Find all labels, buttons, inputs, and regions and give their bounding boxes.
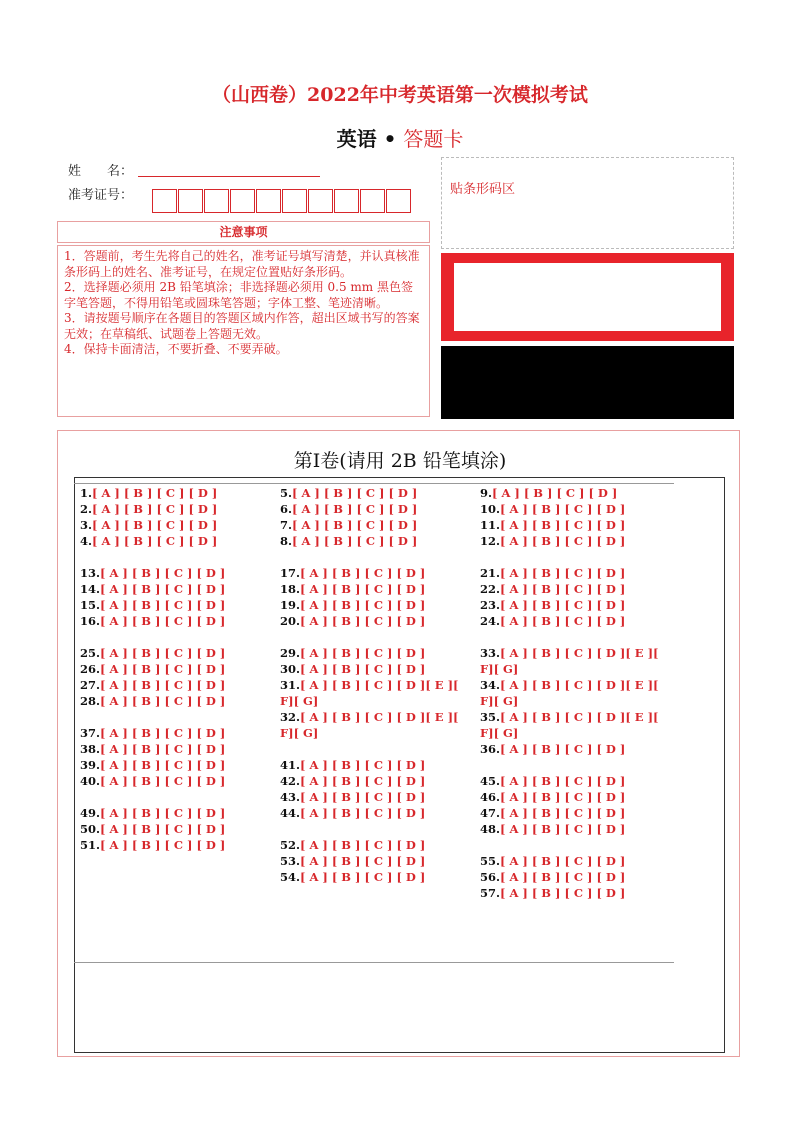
answer-row[interactable]	[280, 661, 465, 677]
answer-options[interactable]: [ A ] [ B ] [ C ] [ D ]	[300, 870, 426, 884]
answer-options[interactable]: [ A ] [ B ] [ C ] [ D ]	[292, 502, 418, 516]
answer-row[interactable]	[80, 757, 265, 773]
question-number: 6.	[280, 502, 293, 516]
question-number: 17.	[280, 566, 301, 580]
answer-options[interactable]: [ A ] [ B ] [ C ] [ D ]	[100, 726, 226, 740]
question-number: 51.	[80, 838, 101, 852]
answer-row[interactable]	[480, 869, 665, 885]
question-number: 13.	[80, 566, 101, 580]
answer-options[interactable]: [ A ] [ B ] [ C ] [ D ]	[500, 774, 626, 788]
answer-row[interactable]	[480, 773, 665, 789]
answer-options[interactable]: [ A ] [ B ] [ C ] [ D ]	[500, 742, 626, 756]
answer-options[interactable]: [ A ] [ B ] [ C ] [ D ]	[92, 518, 218, 532]
answer-row[interactable]	[480, 677, 665, 709]
answer-row[interactable]	[480, 853, 665, 869]
answer-options[interactable]: [ A ] [ B ] [ C ] [ D ]	[300, 646, 426, 660]
answer-options[interactable]: [ A ] [ B ] [ C ] [ D ][ E ][ F][ G]	[280, 710, 459, 740]
question-number: 20.	[280, 614, 301, 628]
answer-options[interactable]: [ A ] [ B ] [ C ] [ D ]	[500, 534, 626, 548]
answer-options[interactable]: [ A ] [ B ] [ C ] [ D ]	[92, 502, 218, 516]
question-number: 4.	[80, 534, 93, 548]
answer-options[interactable]: [ A ] [ B ] [ C ] [ D ]	[500, 886, 626, 900]
answer-options[interactable]: [ A ] [ B ] [ C ] [ D ]	[500, 870, 626, 884]
answer-row[interactable]	[280, 613, 465, 629]
answer-options[interactable]: [ A ] [ B ] [ C ] [ D ]	[100, 694, 226, 708]
row-gap	[480, 549, 665, 565]
answer-options[interactable]: [ A ] [ B ] [ C ] [ D ]	[100, 806, 226, 820]
answer-options[interactable]: [ A ] [ B ] [ C ] [ D ]	[300, 598, 426, 612]
separator-dot: •	[383, 127, 397, 151]
answer-options[interactable]: [ A ] [ B ] [ C ] [ D ]	[300, 774, 426, 788]
answer-options[interactable]: [ A ] [ B ] [ C ] [ D ][ E ][ F][ G]	[480, 678, 659, 708]
answer-row[interactable]	[480, 581, 665, 597]
id-box[interactable]	[178, 189, 203, 213]
question-number: 8.	[280, 534, 293, 548]
section-title: 第Ⅰ卷(请用 2B 铅笔填涂)	[293, 450, 507, 472]
answer-options[interactable]: [ A ] [ B ] [ C ] [ D ]	[500, 614, 626, 628]
answer-options[interactable]: [ A ] [ B ] [ C ] [ D ]	[100, 662, 226, 676]
question-number: 12.	[480, 534, 501, 548]
answer-column-3	[480, 485, 665, 901]
id-box[interactable]	[334, 189, 359, 213]
question-number: 30.	[280, 662, 301, 676]
answer-options[interactable]: [ A ] [ B ] [ C ] [ D ]	[100, 598, 226, 612]
answer-row[interactable]	[80, 581, 265, 597]
absent-mark-frame	[441, 253, 734, 341]
question-number: 49.	[80, 806, 101, 820]
question-number: 56.	[480, 870, 501, 884]
id-box[interactable]	[308, 189, 333, 213]
answer-row[interactable]	[80, 821, 265, 837]
question-number: 9.	[480, 486, 493, 500]
answer-row[interactable]	[280, 581, 465, 597]
answer-options[interactable]: [ A ] [ B ] [ C ] [ D ][ E ][ F][ G]	[480, 710, 659, 740]
answer-row[interactable]	[480, 565, 665, 581]
notes-box	[57, 245, 430, 417]
answer-row[interactable]	[480, 805, 665, 821]
answer-row[interactable]	[280, 709, 465, 741]
answer-options[interactable]: [ A ] [ B ] [ C ] [ D ]	[100, 822, 226, 836]
answer-options[interactable]: [ A ] [ B ] [ C ] [ D ]	[300, 582, 426, 596]
id-box[interactable]	[230, 189, 255, 213]
answer-row[interactable]	[280, 789, 465, 805]
answer-row[interactable]	[80, 773, 265, 789]
question-number: 23.	[480, 598, 501, 612]
answer-row[interactable]	[80, 613, 265, 629]
question-number: 19.	[280, 598, 301, 612]
answer-options[interactable]: [ A ] [ B ] [ C ] [ D ]	[300, 758, 426, 772]
question-number: 2.	[80, 502, 93, 516]
answer-options[interactable]: [ A ] [ B ] [ C ] [ D ][ E ][ F][ G]	[480, 646, 659, 676]
divider	[74, 483, 674, 484]
row-gap	[80, 709, 265, 725]
question-number: 40.	[80, 774, 101, 788]
divider	[74, 962, 674, 963]
answer-options[interactable]: [ A ] [ B ] [ C ] [ D ]	[500, 582, 626, 596]
answer-row[interactable]	[480, 501, 665, 517]
answer-row[interactable]	[80, 501, 265, 517]
question-number: 34.	[480, 678, 501, 692]
answer-row[interactable]	[480, 485, 665, 501]
answer-options[interactable]: [ A ] [ B ] [ C ] [ D ]	[100, 678, 226, 692]
answer-row[interactable]	[80, 533, 265, 549]
subject-label: 英语	[336, 127, 377, 151]
row-gap	[80, 629, 265, 645]
id-box[interactable]	[204, 189, 229, 213]
answer-row[interactable]	[80, 517, 265, 533]
answer-row[interactable]	[80, 661, 265, 677]
answer-row[interactable]	[80, 741, 265, 757]
question-number: 48.	[480, 822, 501, 836]
page-title: （山西卷）2022年中考英语第一次模拟考试	[212, 84, 588, 106]
answer-options[interactable]: [ A ] [ B ] [ C ] [ D ]	[300, 662, 426, 676]
question-number: 10.	[480, 502, 501, 516]
answer-options[interactable]: [ A ] [ B ] [ C ] [ D ]	[500, 854, 626, 868]
answer-row[interactable]	[480, 741, 665, 757]
answer-options[interactable]: [ A ] [ B ] [ C ] [ D ]	[300, 838, 426, 852]
answer-row[interactable]	[480, 709, 665, 741]
answer-card-label: 答题卡	[403, 127, 464, 151]
answer-row[interactable]	[280, 677, 465, 709]
question-number: 43.	[280, 790, 301, 804]
question-number: 21.	[480, 566, 501, 580]
answer-row[interactable]	[280, 837, 465, 853]
note-item: 3．请按题号顺序在各题目的答题区域内作答，超出区域书写的答案无效；在草稿纸、试题卷上答题无效。	[64, 311, 420, 341]
answer-column-1	[80, 485, 265, 853]
answer-options[interactable]: [ A ] [ B ] [ C ] [ D ]	[500, 790, 626, 804]
name-label: 姓 名：	[68, 164, 134, 179]
answer-row[interactable]	[280, 485, 465, 501]
question-number: 35.	[480, 710, 501, 724]
answer-row[interactable]	[80, 837, 265, 853]
answer-options[interactable]: [ A ] [ B ] [ C ] [ D ]	[300, 806, 426, 820]
id-box[interactable]	[152, 189, 177, 213]
question-number: 52.	[280, 838, 301, 852]
answer-options[interactable]: [ A ] [ B ] [ C ] [ D ]	[100, 838, 226, 852]
answer-row[interactable]	[280, 517, 465, 533]
notes-heading: 注意事项	[57, 221, 430, 243]
question-number: 28.	[80, 694, 101, 708]
question-number: 57.	[480, 886, 501, 900]
answer-row[interactable]	[80, 693, 265, 709]
answer-row[interactable]	[280, 773, 465, 789]
question-number: 32.	[280, 710, 301, 724]
question-number: 47.	[480, 806, 501, 820]
question-number: 44.	[280, 806, 301, 820]
answer-row[interactable]	[480, 597, 665, 613]
row-gap	[80, 549, 265, 565]
answer-options[interactable]: [ A ] [ B ] [ C ] [ D ]	[500, 822, 626, 836]
answer-row[interactable]	[80, 677, 265, 693]
card-subtitle	[0, 123, 800, 152]
answer-row[interactable]	[80, 485, 265, 501]
row-gap	[280, 821, 465, 837]
name-field[interactable]	[138, 176, 320, 177]
question-number: 50.	[80, 822, 101, 836]
answer-options[interactable]: [ A ] [ B ] [ C ] [ D ]	[100, 774, 226, 788]
question-number: 45.	[480, 774, 501, 788]
answer-row[interactable]	[280, 645, 465, 661]
question-number: 29.	[280, 646, 301, 660]
answer-row[interactable]	[480, 517, 665, 533]
row-gap	[480, 629, 665, 645]
exam-id-boxes[interactable]	[152, 189, 412, 213]
barcode-label: 贴条形码区	[450, 182, 516, 197]
answer-options[interactable]: [ A ] [ B ] [ C ] [ D ]	[100, 566, 226, 580]
answer-options[interactable]: [ A ] [ B ] [ C ] [ D ]	[500, 518, 626, 532]
question-number: 24.	[480, 614, 501, 628]
answer-options[interactable]: [ A ] [ B ] [ C ] [ D ]	[100, 614, 226, 628]
question-number: 7.	[280, 518, 293, 532]
answer-options[interactable]: [ A ] [ B ] [ C ] [ D ]	[92, 534, 218, 548]
answer-row[interactable]	[480, 885, 665, 901]
barcode-area	[441, 157, 734, 249]
answer-options[interactable]: [ A ] [ B ] [ C ] [ D ]	[500, 598, 626, 612]
answer-row[interactable]	[280, 533, 465, 549]
question-number: 22.	[480, 582, 501, 596]
row-gap	[480, 757, 665, 773]
answer-row[interactable]	[480, 613, 665, 629]
answer-row[interactable]	[480, 789, 665, 805]
exam-id-label: 准考证号：	[68, 188, 134, 203]
question-number: 27.	[80, 678, 101, 692]
question-number: 25.	[80, 646, 101, 660]
id-box[interactable]	[386, 189, 411, 213]
question-number: 46.	[480, 790, 501, 804]
answer-options[interactable]: [ A ] [ B ] [ C ] [ D ]	[300, 566, 426, 580]
answer-options[interactable]: [ A ] [ B ] [ C ] [ D ]	[500, 806, 626, 820]
row-gap	[80, 789, 265, 805]
question-number: 55.	[480, 854, 501, 868]
question-number: 14.	[80, 582, 101, 596]
question-number: 53.	[280, 854, 301, 868]
question-number: 36.	[480, 742, 501, 756]
note-item: 2．选择题必须用 2B 铅笔填涂；非选择题必须用 0.5 mm 黑色签字笔答题，不得用铅笔或圆珠笔答题；字体工整、笔迹清晰。	[64, 280, 414, 310]
answer-options[interactable]: [ A ] [ B ] [ C ] [ D ]	[300, 790, 426, 804]
question-number: 42.	[280, 774, 301, 788]
answer-options[interactable]: [ A ] [ B ] [ C ] [ D ]	[92, 486, 218, 500]
answer-row[interactable]	[280, 757, 465, 773]
answer-options[interactable]: [ A ] [ B ] [ C ] [ D ]	[292, 518, 418, 532]
answer-options[interactable]: [ A ] [ B ] [ C ] [ D ]	[100, 582, 226, 596]
question-number: 54.	[280, 870, 301, 884]
answer-row[interactable]	[80, 565, 265, 581]
question-number: 39.	[80, 758, 101, 772]
answer-options[interactable]: [ A ] [ B ] [ C ] [ D ]	[300, 854, 426, 868]
answer-row[interactable]	[80, 645, 265, 661]
black-block	[441, 346, 734, 419]
question-number: 1.	[80, 486, 93, 500]
question-number: 26.	[80, 662, 101, 676]
answer-options[interactable]: [ A ] [ B ] [ C ] [ D ]	[100, 758, 226, 772]
question-number: 15.	[80, 598, 101, 612]
question-number: 37.	[80, 726, 101, 740]
answer-row[interactable]	[280, 501, 465, 517]
answer-row[interactable]	[280, 869, 465, 885]
row-gap	[280, 741, 465, 757]
row-gap	[280, 629, 465, 645]
answer-options[interactable]: [ A ] [ B ] [ C ] [ D ]	[100, 742, 226, 756]
question-number: 3.	[80, 518, 93, 532]
question-number: 11.	[480, 518, 501, 532]
note-item: 1．答题前，考生先将自己的姓名，准考证号填写清楚，并认真核准条形码上的姓名、准考证号，在规定位置贴好条形码。	[64, 249, 420, 279]
question-number: 16.	[80, 614, 101, 628]
id-box[interactable]	[282, 189, 307, 213]
row-gap	[480, 837, 665, 853]
answer-row[interactable]	[480, 645, 665, 677]
answer-row[interactable]	[280, 565, 465, 581]
answer-options[interactable]: [ A ] [ B ] [ C ] [ D ]	[100, 646, 226, 660]
answer-options[interactable]: [ A ] [ B ] [ C ] [ D ]	[292, 486, 418, 500]
answer-column-2	[280, 485, 465, 885]
answer-row[interactable]	[80, 725, 265, 741]
note-item: 4．保持卡面清洁，不要折叠、不要弄破。	[64, 342, 288, 356]
question-number: 41.	[280, 758, 301, 772]
question-number: 5.	[280, 486, 293, 500]
row-gap	[280, 549, 465, 565]
question-number: 31.	[280, 678, 301, 692]
id-box[interactable]	[360, 189, 385, 213]
answer-options[interactable]: [ A ] [ B ] [ C ] [ D ]	[300, 614, 426, 628]
answer-options[interactable]: [ A ] [ B ] [ C ] [ D ][ E ][ F][ G]	[280, 678, 459, 708]
answer-options[interactable]: [ A ] [ B ] [ C ] [ D ]	[500, 502, 626, 516]
id-box[interactable]	[256, 189, 281, 213]
question-number: 38.	[80, 742, 101, 756]
question-number: 33.	[480, 646, 501, 660]
question-number: 18.	[280, 582, 301, 596]
answer-row[interactable]	[480, 533, 665, 549]
answer-row[interactable]	[280, 597, 465, 613]
answer-options[interactable]: [ A ] [ B ] [ C ] [ D ]	[492, 486, 618, 500]
answer-options[interactable]: [ A ] [ B ] [ C ] [ D ]	[292, 534, 418, 548]
answer-row[interactable]	[280, 853, 465, 869]
answer-row[interactable]	[80, 805, 265, 821]
answer-row[interactable]	[480, 821, 665, 837]
answer-row[interactable]	[280, 805, 465, 821]
answer-row[interactable]	[80, 597, 265, 613]
answer-options[interactable]: [ A ] [ B ] [ C ] [ D ]	[500, 566, 626, 580]
